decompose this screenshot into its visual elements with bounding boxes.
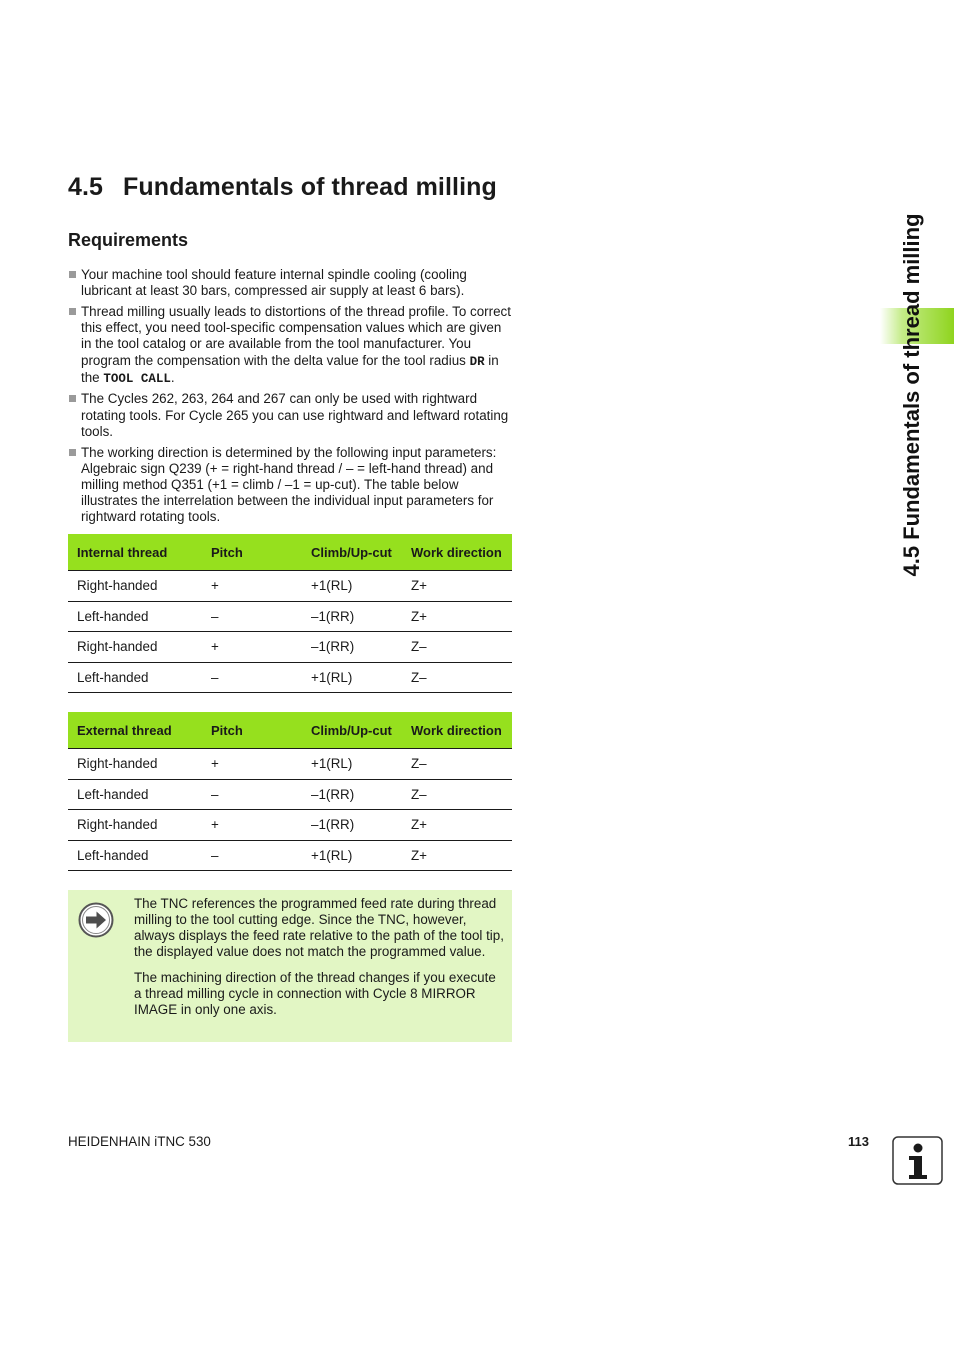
code-dr: DR bbox=[469, 354, 485, 369]
table-row bbox=[68, 662, 512, 693]
table-cell: + bbox=[202, 810, 302, 841]
column-header: External thread bbox=[68, 712, 202, 749]
table-row bbox=[68, 749, 512, 780]
table-cell: Z+ bbox=[402, 571, 512, 602]
bullet-text: in the bbox=[81, 352, 499, 385]
chapter-number: 4.5 bbox=[68, 173, 104, 201]
table-cell: Z– bbox=[402, 662, 512, 693]
column-header: Work direction bbox=[402, 712, 512, 749]
note-paragraph: The TNC references the programmed feed rate during thread milling to the tool cutting edge. Since the TNC, however, always displays the feed rate relative to the path of the tool tip, the displayed value does not match the programmed value. bbox=[134, 896, 504, 959]
table-cell: – bbox=[202, 662, 302, 693]
table-cell: Z– bbox=[402, 632, 512, 663]
table-cell: Z+ bbox=[402, 810, 512, 841]
table-cell: Right-handed bbox=[68, 749, 202, 780]
note-text bbox=[134, 896, 504, 1028]
external-thread-table bbox=[68, 712, 512, 871]
info-icon bbox=[892, 1136, 944, 1186]
table-cell: + bbox=[202, 749, 302, 780]
bullet-text: Thread milling usually leads to distortions of the thread profile. To correct this effect, you need tool-specific compensation values which are given in the tool catalog or are available from the tool manufacturer. You program the compensation with the delta value for the tool radius bbox=[81, 303, 511, 368]
table-row bbox=[68, 571, 512, 602]
table-cell: –1(RR) bbox=[302, 601, 402, 632]
column-header: Work direction bbox=[402, 534, 512, 571]
table-cell: Right-handed bbox=[68, 632, 202, 663]
table-row bbox=[68, 840, 512, 871]
table-cell: Z– bbox=[402, 749, 512, 780]
code-tool-call: TOOL CALL bbox=[103, 371, 171, 386]
table-cell: Left-handed bbox=[68, 840, 202, 871]
bullet-text: Your machine tool should feature internal spindle cooling (cooling lubricant at least 30 bars, compressed air supply at least 6 bars). bbox=[81, 267, 467, 299]
column-header: Pitch bbox=[202, 534, 302, 571]
table-cell: Right-handed bbox=[68, 810, 202, 841]
chapter-title: Fundamentals of thread milling bbox=[123, 173, 497, 201]
note-paragraph: The machining direction of the thread changes if you execute a thread milling cycle in connection with Cycle 8 MIRROR IMAGE in only one axis. bbox=[134, 970, 496, 1017]
note-box bbox=[68, 890, 512, 1042]
column-header: Climb/Up-cut bbox=[302, 712, 402, 749]
table-cell: Left-handed bbox=[68, 662, 202, 693]
table-header-row bbox=[68, 534, 512, 571]
table-cell: +1(RL) bbox=[302, 749, 402, 780]
page-title bbox=[68, 173, 497, 202]
table-cell: + bbox=[202, 571, 302, 602]
table-cell: Left-handed bbox=[68, 601, 202, 632]
column-header: Climb/Up-cut bbox=[302, 534, 402, 571]
table-cell: –1(RR) bbox=[302, 779, 402, 810]
table-cell: + bbox=[202, 632, 302, 663]
bullet-text: The Cycles 262, 263, 264 and 267 can only be used with rightward rotating tools. For Cycle 265 you can use rightward and leftward rotating tools. bbox=[81, 391, 509, 439]
table-cell: Z+ bbox=[402, 601, 512, 632]
list-item bbox=[68, 445, 514, 526]
table-row bbox=[68, 810, 512, 841]
section-title: Requirements bbox=[68, 230, 189, 250]
table-cell: +1(RL) bbox=[302, 571, 402, 602]
bullet-square-icon bbox=[69, 271, 76, 278]
table-cell: Right-handed bbox=[68, 571, 202, 602]
table-cell: – bbox=[202, 779, 302, 810]
list-item bbox=[68, 304, 514, 387]
column-header: Pitch bbox=[202, 712, 302, 749]
bullet-text: The working direction is determined by the following input parameters: Algebraic sign Q239 (+ = right-hand thread / – = left-hand thread) and milling method Q351 (+1 = climb / –1 = up-cut). The table below illustrates the interrelation between the individual input parameters for rightward rotating tools. bbox=[81, 444, 497, 525]
table-cell: –1(RR) bbox=[302, 632, 402, 663]
table-cell: +1(RL) bbox=[302, 840, 402, 871]
table-cell: Z+ bbox=[402, 840, 512, 871]
table-row bbox=[68, 601, 512, 632]
list-item bbox=[68, 391, 514, 440]
bullet-square-icon bbox=[69, 395, 76, 402]
requirements-list bbox=[68, 267, 514, 530]
list-item bbox=[68, 267, 514, 299]
bullet-square-icon bbox=[69, 449, 76, 456]
page-number: 113 bbox=[848, 1134, 869, 1149]
bullet-square-icon bbox=[69, 308, 76, 315]
table-cell: +1(RL) bbox=[302, 662, 402, 693]
table-row bbox=[68, 632, 512, 663]
table-cell: –1(RR) bbox=[302, 810, 402, 841]
table-cell: – bbox=[202, 601, 302, 632]
internal-thread-table bbox=[68, 534, 512, 693]
column-header: Internal thread bbox=[68, 534, 202, 571]
footer-product: HEIDENHAIN iTNC 530 bbox=[68, 1134, 211, 1149]
side-tab-label: 4.5 Fundamentals of thread milling bbox=[899, 213, 924, 577]
arrow-right-icon bbox=[78, 902, 114, 938]
table-header-row bbox=[68, 712, 512, 749]
table-cell: – bbox=[202, 840, 302, 871]
table-cell: Z– bbox=[402, 779, 512, 810]
table-row bbox=[68, 779, 512, 810]
bullet-text: . bbox=[170, 369, 175, 385]
table-cell: Left-handed bbox=[68, 779, 202, 810]
